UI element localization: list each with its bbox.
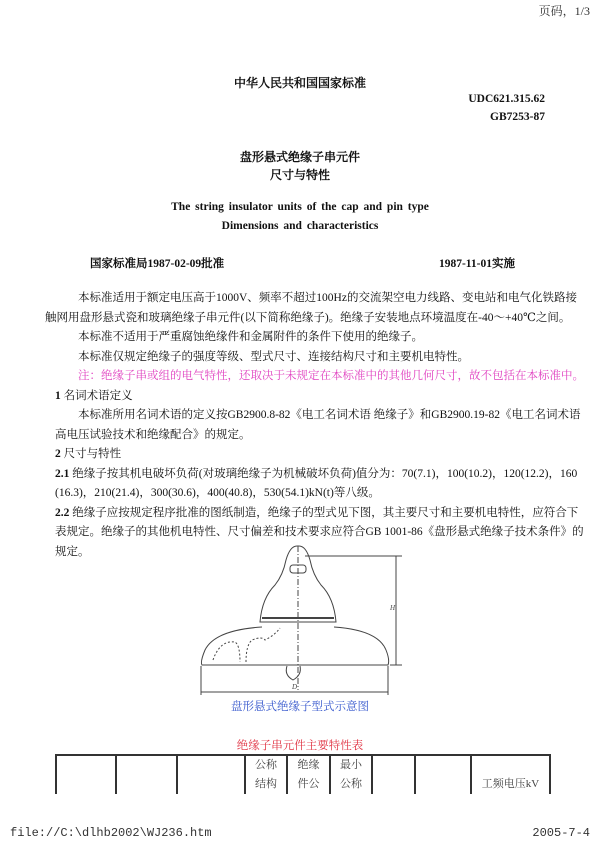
section-2-2-cont: 规定。 — [55, 545, 90, 558]
section-1-heading: 1 名词术语定义 — [55, 389, 133, 402]
intro-line: 触网用盘形悬式瓷和玻璃绝缘子串元件(以下简称绝缘子)。绝缘子安装地点环境温度在-40～+40℃之间。 — [45, 311, 571, 324]
table-header-cell: 公称 结构 — [245, 755, 287, 794]
section-2-heading: 2 尺寸与特性 — [55, 448, 122, 460]
section-2-2: 2.2 绝缘子应按规定程序批准的图纸制造，绝缘子的型式见下图，其主要尺寸和主要机电特性，应符合下 — [55, 506, 579, 519]
intro-line: 本标准不适用于严重腐蚀绝缘件和金属附件的条件下使用的绝缘子。 — [78, 331, 423, 343]
table-title: 绝缘子串元件主要特性表 — [236, 740, 364, 752]
effective-date: 1987-11-01实施 — [438, 258, 515, 270]
label-h: H — [390, 604, 396, 612]
footer-date: 2005-7-4 — [532, 826, 590, 840]
intro-line: 本标准仅规定绝缘子的强度等级、型式尺寸、连接结构尺寸和主要机电特性。 — [78, 350, 469, 363]
subtitle-cn: 尺寸与特性 — [269, 168, 330, 182]
table-header-cell — [372, 755, 415, 794]
table-header-cell — [56, 755, 116, 794]
table-header-cell — [415, 755, 471, 794]
section-2-2-cont: 表规定。绝缘子的其他机电特性、尺寸偏差和技术要求应符合GB 1001-86《盘形悬式绝缘子技术条件》的 — [55, 526, 584, 538]
title-cn: 盘形悬式绝缘子串元件 — [239, 150, 360, 164]
insulator-diagram — [0, 540, 600, 705]
subtitle-en: Dimensions and characteristics — [221, 220, 379, 232]
national-standard-heading: 中华人民共和国国家标准 — [233, 76, 366, 90]
label-d: D — [292, 683, 298, 691]
section-1-text: 高电压试验技术和绝缘配合》的规定。 — [55, 428, 251, 441]
table-header-row — [56, 755, 550, 794]
page-number: 页码，1/3 — [538, 4, 590, 18]
table-header-cell — [116, 755, 177, 794]
characteristics-table — [55, 754, 551, 794]
table-header-cell — [177, 755, 245, 794]
gb-code: GB7253-87 — [490, 111, 545, 123]
table-header-cell: 绝缘 件公 — [287, 755, 330, 794]
intro-line: 本标准适用于额定电压高于1000V、频率不超过100Hz的交流架空电力线路、变电站和电气化铁路接 — [78, 292, 577, 304]
figure-caption: 盘形悬式绝缘子型式示意图 — [231, 701, 369, 713]
section-2-1: 2.1 绝缘子按其机电破坏负荷(对玻璃绝缘子为机械破坏负荷)值分为：70(7.1)，100(10.2)，120(12.2)，160 — [55, 467, 578, 480]
table-header-cell: 最小 公称 — [330, 755, 372, 794]
section-2-1-cont: (16.3)，210(21.4)，300(30.6)，400(40.8)，530(54.1)kN(t)等八级。 — [55, 487, 380, 499]
udc-code: UDC621.315.62 — [468, 93, 545, 105]
disk-outline — [201, 627, 388, 665]
footer-file-path: file://C:\dlhb2002\WJ236.htm — [10, 826, 212, 840]
approval-date: 国家标准局1987-02-09批准 — [90, 258, 225, 270]
title-en: The string insulator units of the cap and pin type — [171, 201, 429, 213]
section-1-text: 本标准所用名词术语的定义按GB2900.8-82《电工名词术语 绝缘子》和GB2900.19-82《电工名词术语 — [78, 409, 581, 421]
table-header-cell: 工频电压kV — [471, 755, 550, 794]
note-text: 注：绝缘子串或组的电气特性，还取决于未规定在本标准中的其他几何尺寸，故不包括在本标准中。 — [78, 370, 584, 382]
body-text — [45, 289, 584, 562]
